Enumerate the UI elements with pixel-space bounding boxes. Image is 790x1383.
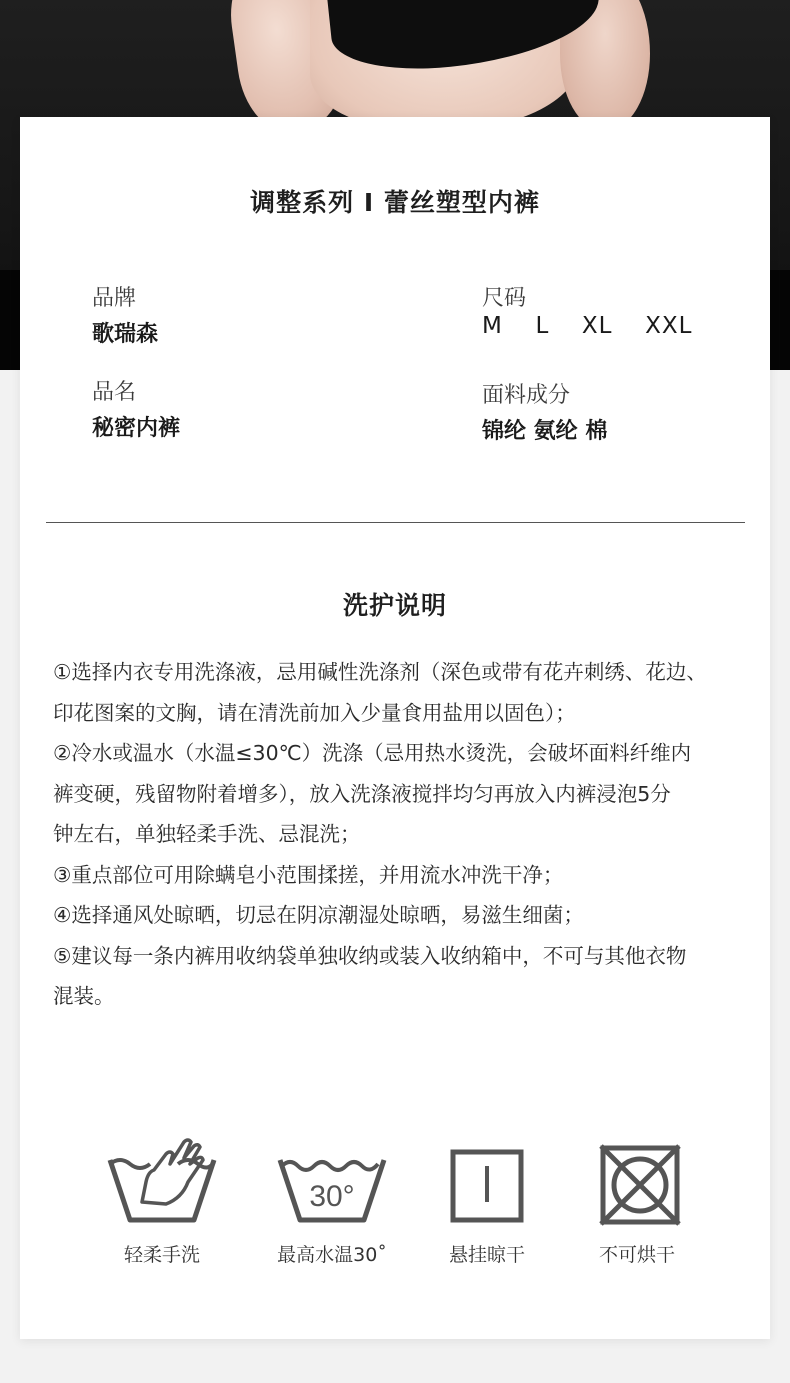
name-value: 秘密内裤: [92, 416, 181, 441]
wash-temp-text: 30°: [309, 1180, 355, 1213]
care-icon-label: 不可烘干: [598, 1244, 675, 1266]
care-icon-label: 悬挂晾干: [448, 1244, 525, 1266]
section-divider: [46, 522, 745, 523]
care-line: ④选择通风处晾晒，切忌在阴凉潮湿处晾晒，易滋生细菌；: [53, 903, 584, 927]
fabric-label: 面料成分: [482, 383, 571, 408]
care-line: 印花图案的文胸，请在清洗前加入少量食用盐用以固色）；: [53, 700, 576, 725]
care-icon-item: [407, 1132, 567, 1267]
hang-dry-icon: [431, 1132, 543, 1228]
brand-label: 品牌: [92, 286, 137, 311]
hand-wash-icon: [106, 1132, 218, 1228]
care-icon-item: [252, 1132, 412, 1267]
care-line: 裤变硬，残留物附着增多），放入洗涤液搅拌均匀再放入内裤浸泡5分: [53, 781, 671, 806]
care-icon-item: [557, 1132, 717, 1267]
wash-30-icon: [276, 1132, 388, 1228]
care-line: ③重点部位可用除螨皂小范围揉搓，并用流水冲洗干净；: [53, 862, 564, 887]
no-tumble-dry-icon: [581, 1132, 693, 1228]
care-icon-item: [82, 1132, 242, 1267]
care-line: ②冷水或温水（水温≤30℃）洗涤（忌用热水烫洗，会破坏面料纤维内: [53, 741, 692, 765]
product-title: 调整系列 I 蕾丝塑型内裤: [250, 188, 540, 217]
care-icon-label: 最高水温30˚: [277, 1244, 387, 1266]
care-line: 混装。: [53, 984, 115, 1008]
care-title: 洗护说明: [342, 591, 447, 620]
brand-value: 歌瑞森: [92, 322, 159, 347]
care-line: 钟左右，单独轻柔手洗、忌混洗；: [53, 822, 361, 846]
care-line: ⑤建议每一条内裤用收纳袋单独收纳或装入收纳箱中，不可与其他衣物: [53, 943, 687, 968]
care-icon-label: 轻柔手洗: [123, 1244, 200, 1266]
care-instructions: [53, 652, 743, 1017]
product-info-card: [20, 117, 770, 1339]
name-label: 品名: [92, 380, 137, 405]
care-icons: [20, 1132, 770, 1266]
size-value: M L XL XXL: [482, 313, 693, 339]
fabric-value: 锦纶 氨纶 棉: [482, 419, 608, 444]
size-label: 尺码: [482, 286, 527, 311]
care-line: ①选择内衣专用洗涤液，忌用碱性洗涤剂（深色或带有花卉刺绣、花边、: [53, 660, 707, 684]
